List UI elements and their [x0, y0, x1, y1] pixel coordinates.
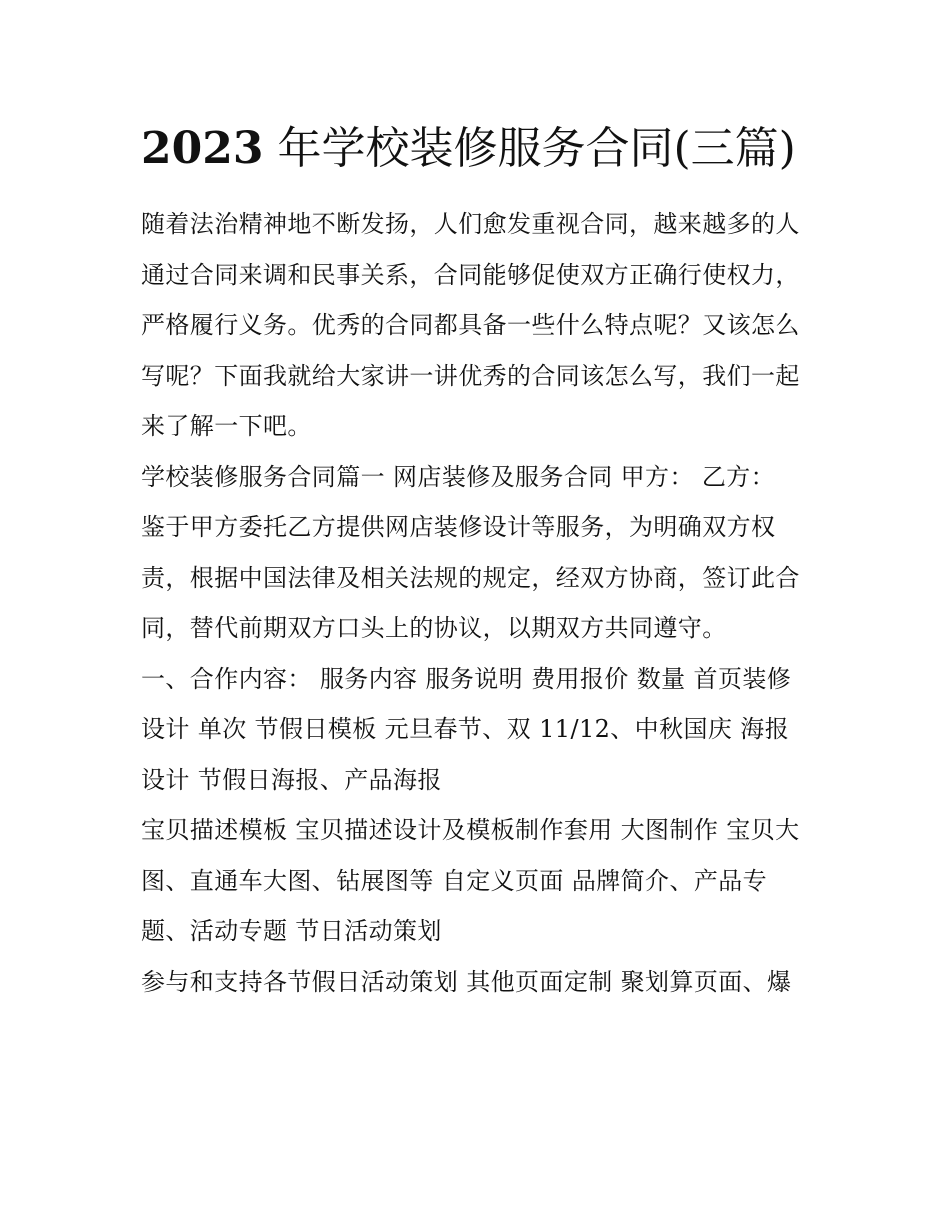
paragraph-cooperation-content: 一、合作内容： 服务内容 服务说明 费用报价 数量 首页装修设计 单次 节假日模板 元旦春节、双 11/12、中秋国庆 海报设计 节假日海报、产品海报: [141, 664, 792, 794]
title-text: 年学校装修服务合同(三篇): [263, 123, 796, 174]
paragraph-intro: 随着法治精神地不断发扬，人们愈发重视合同，越来越多的人通过合同来调和民事关系，合同能够促使双方正确行使权力，严格履行义务。优秀的合同都具备一些什么特点呢？又该怎么写呢？下面我就给大家讲一讲优秀的合同该怎么写，我们一起来了解一下吧。: [141, 210, 800, 440]
paragraph-product-templates: 宝贝描述模板 宝贝描述设计及模板制作套用 大图制作 宝贝大图、直通车大图、钻展图等 自定义页面 品牌简介、产品专题、活动专题 节日活动策划: [141, 816, 800, 945]
document-page: [141, 112, 813, 1007]
document-title: [141, 112, 813, 185]
paragraph-contract-heading: 学校装修服务合同篇一 网店装修及服务合同 甲方： 乙方：: [141, 462, 776, 491]
paragraph-activity-support: 参与和支持各节假日活动策划 其他页面定制 聚划算页面、爆: [141, 967, 792, 996]
title-year: 2023: [141, 123, 264, 174]
paragraph-preamble: 鉴于甲方委托乙方提供网店装修设计等服务，为明确双方权责，根据中国法律及相关法规的规定，经双方协商，签订此合同，替代前期双方口头上的协议，以期双方共同遵守。: [141, 513, 800, 642]
